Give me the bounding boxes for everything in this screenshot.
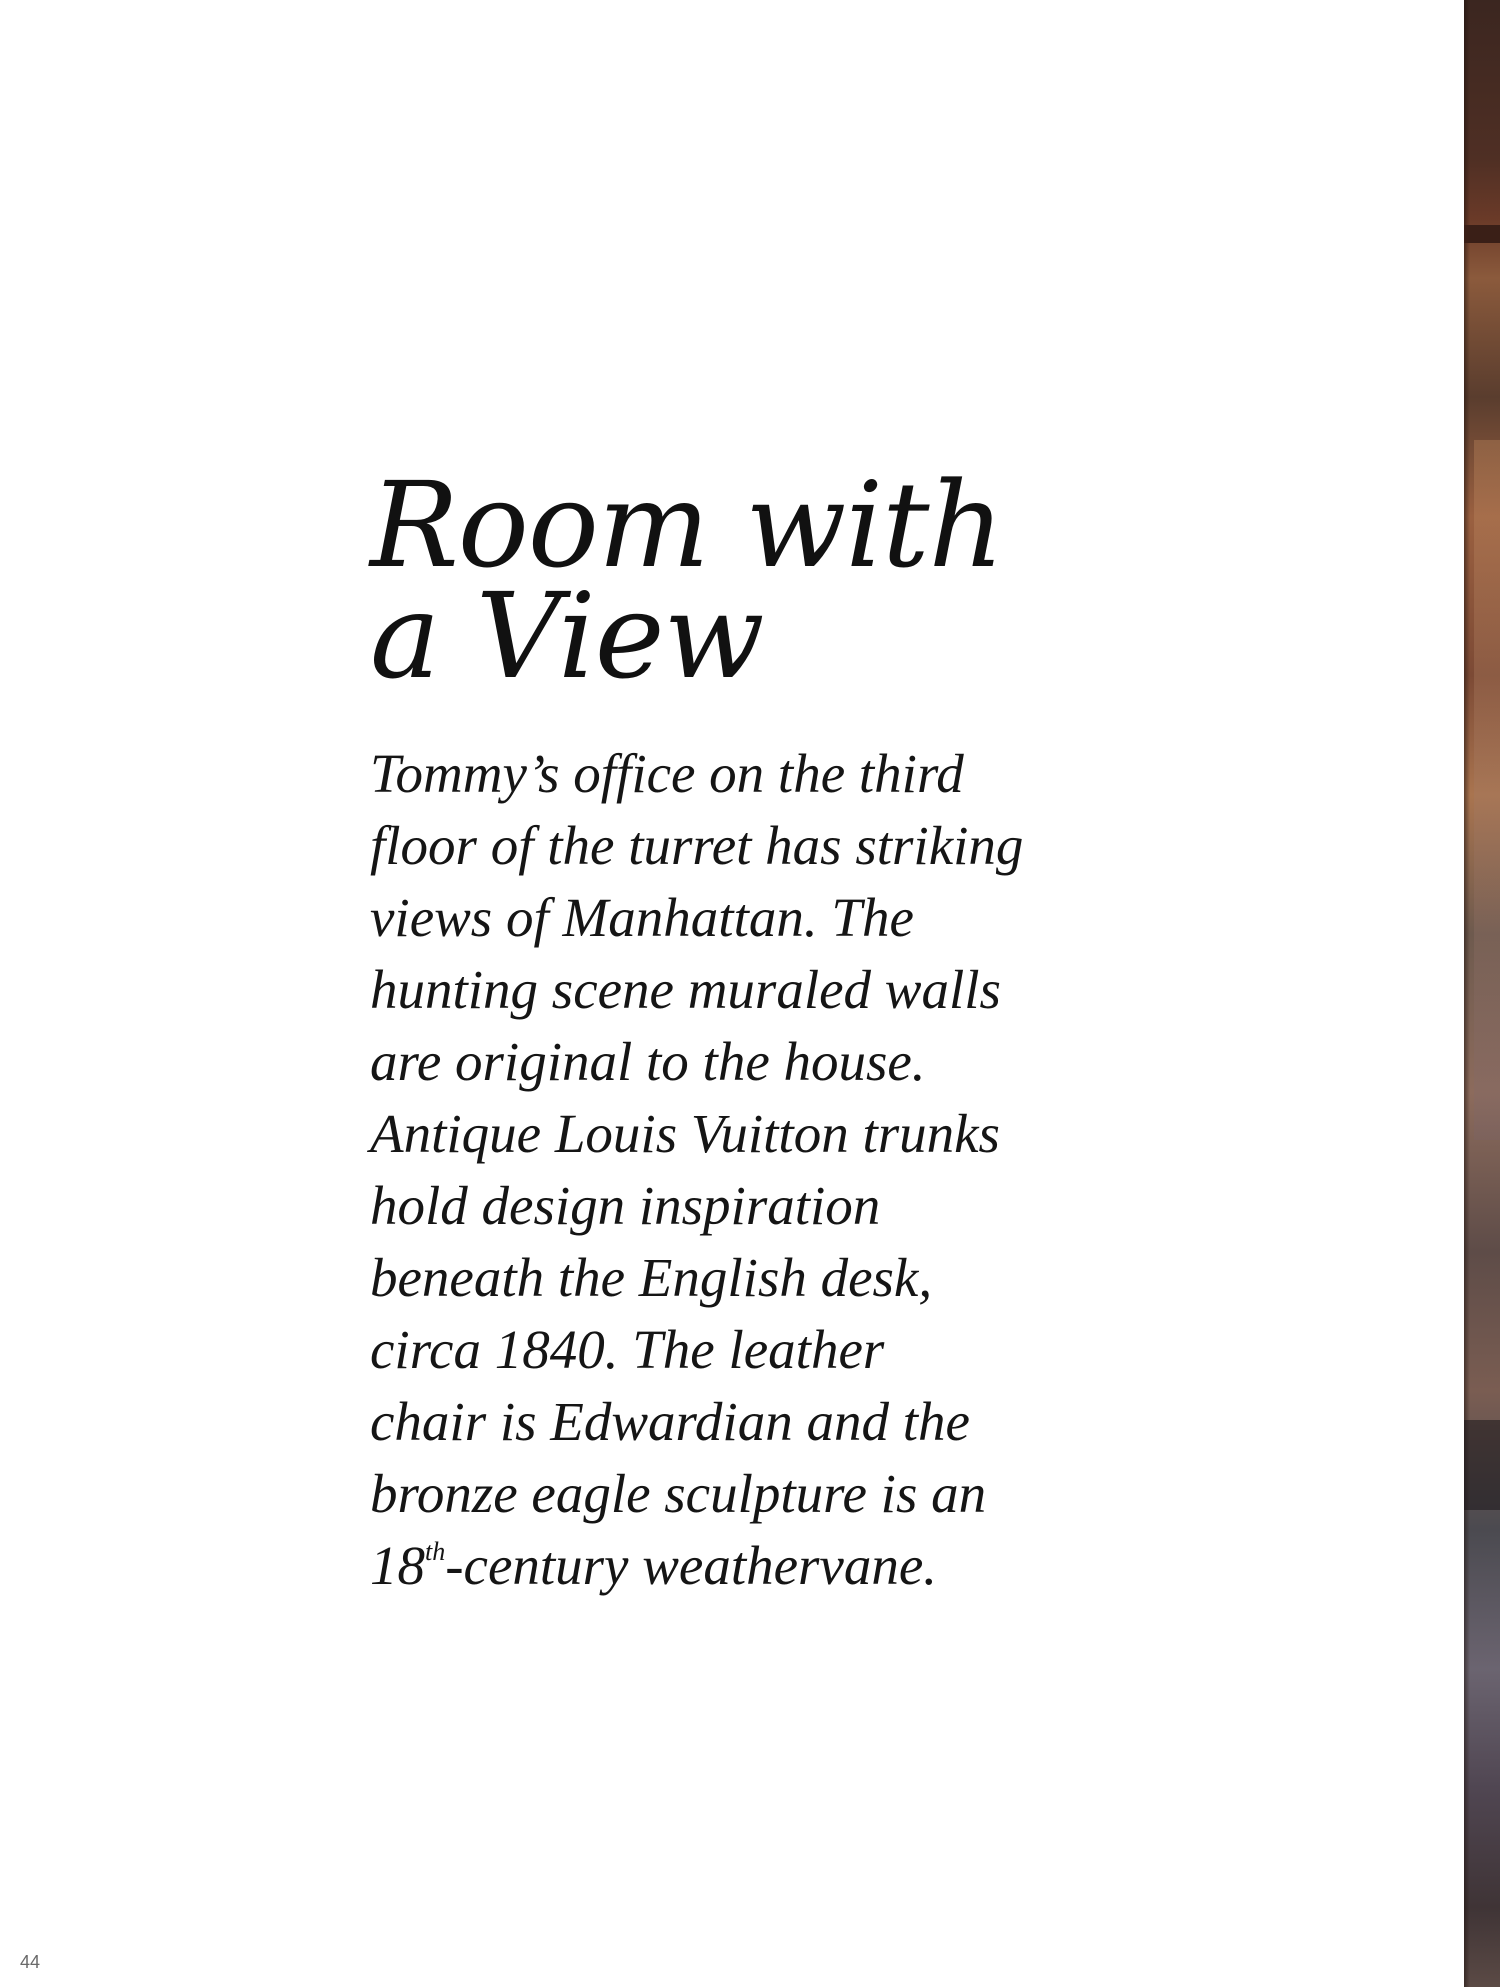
headline-line-2: a View — [370, 567, 764, 705]
photo-caption — [370, 738, 1050, 1602]
caption-line: beneath the English desk, — [370, 1247, 933, 1308]
caption-last-text: -century weathervane. — [445, 1535, 937, 1596]
photo-ceiling-molding — [1464, 225, 1500, 243]
headline-line-1: Room with — [370, 456, 1004, 594]
photo-dark-furniture — [1464, 1420, 1500, 1510]
caption-line: Tommy’s office on the third — [370, 743, 964, 804]
caption-line: chair is Edwardian and the — [370, 1391, 970, 1452]
photo-shadow-edge — [1464, 0, 1470, 1987]
caption-line: circa 1840. The leather — [370, 1319, 885, 1380]
caption-last-line — [370, 1530, 1050, 1602]
caption-line: hunting scene muraled walls — [370, 959, 1001, 1020]
photo-mural-wall — [1474, 440, 1500, 1140]
caption-line: Antique Louis Vuitton trunks — [370, 1103, 1000, 1164]
caption-line: bronze eagle sculpture is an — [370, 1463, 987, 1524]
caption-line: are original to the house. — [370, 1031, 926, 1092]
adjacent-photo-edge — [1464, 0, 1500, 1987]
caption-line: hold design inspiration — [370, 1175, 881, 1236]
caption-line: views of Manhattan. The — [370, 887, 914, 948]
page-number: 44 — [20, 1952, 41, 1972]
caption-ordinal-superscript: th — [425, 1537, 446, 1566]
article-headline — [370, 456, 1070, 705]
caption-line: floor of the turret has striking — [370, 815, 1024, 876]
caption-century-number: 18 — [370, 1535, 425, 1596]
